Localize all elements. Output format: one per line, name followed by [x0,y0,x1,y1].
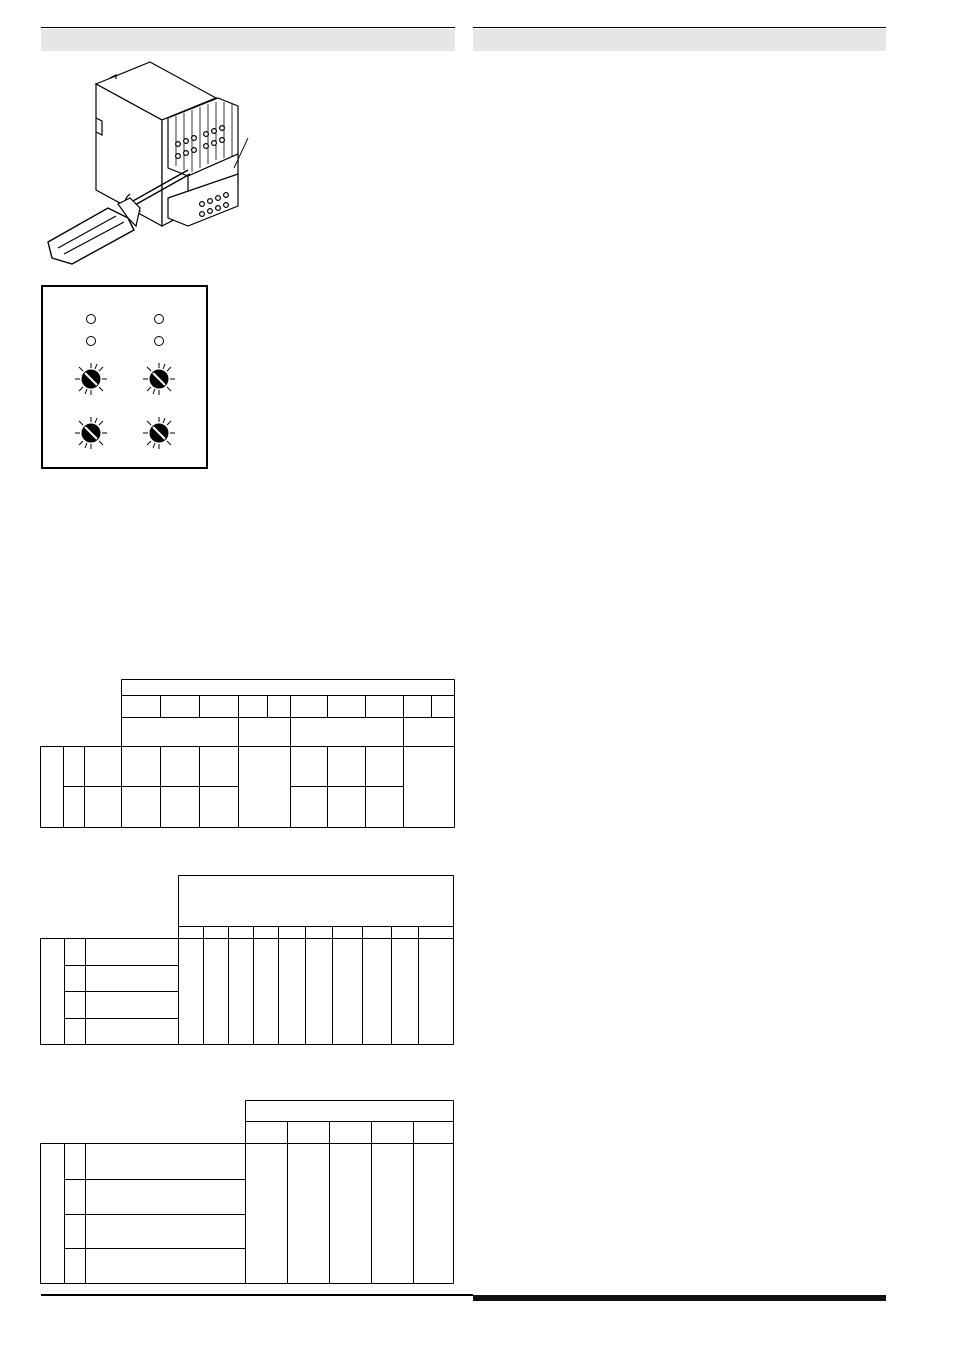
rotary-knob [143,363,175,395]
right-footer-bar [473,1295,886,1301]
rotary-knob [75,363,107,395]
led-indicator [87,315,96,324]
rotary-knob [143,417,175,449]
front-panel [41,285,208,469]
led-indicator [87,337,96,346]
table-1 [40,679,456,829]
table-2 [40,875,456,1047]
device-illustration [38,58,278,273]
table-3 [40,1100,456,1286]
rotary-knob [75,417,107,449]
led-indicator [155,315,164,324]
led-indicator [155,337,164,346]
left-header-bar [41,29,455,51]
left-footer-rule [41,1294,473,1296]
left-header-rule [41,27,455,28]
right-header-bar [473,29,886,51]
right-header-rule [473,27,886,28]
